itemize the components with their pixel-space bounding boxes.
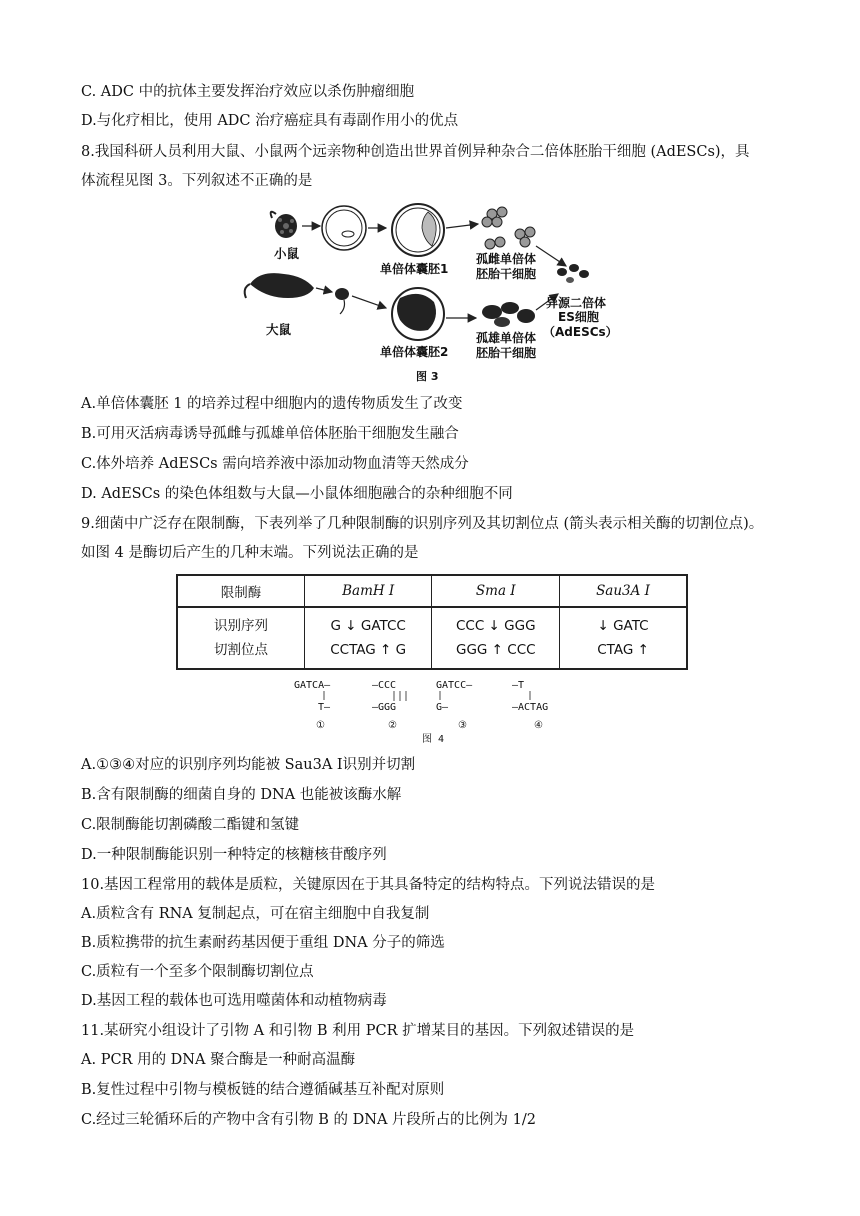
q10-option-d: D.基因工程的载体也可选用噬菌体和动植物病毒 (81, 993, 387, 1009)
q10-option-a: A.质粒含有 RNA 复制起点，可在宿主细胞中自我复制 (81, 906, 430, 922)
q10-stem: 10.基因工程常用的载体是质粒，关键原因在于其具备特定的结构特点。下列说法错误的是 (81, 877, 656, 893)
male-esc-label-2: 胚胎干细胞 (476, 346, 537, 360)
table-cell-bamh1 (304, 607, 432, 669)
row-label-cut-site: 切割位点 (213, 642, 268, 658)
end2-label: ② (388, 720, 397, 731)
female-esc-icon (482, 207, 535, 249)
bamh1-seq-bottom: CCTAG ↑ G (330, 642, 407, 658)
end4-label: ④ (534, 720, 543, 731)
rat-label: 大鼠 (266, 322, 292, 337)
q11-option-b: B.复性过程中引物与模板链的结合遵循碱基互补配对原则 (81, 1082, 445, 1098)
table-header-sau3a1: Sau3A Ⅰ (560, 575, 687, 607)
q9-stem-line1: 9.细菌中广泛存在限制酶，下表列举了几种限制酶的识别序列及其切割位点 (箭头表示相关酶的切割位点)。 (81, 516, 764, 532)
male-esc-label-1: 孤雄单倍体 (476, 331, 537, 345)
q9-option-a: A.①③④对应的识别序列均能被 Sau3A Ⅰ识别并切割 (81, 757, 416, 773)
sperm-icon (335, 288, 349, 314)
figure-4-caption: 图 4 (422, 734, 445, 745)
male-esc-icon (482, 302, 535, 327)
end3-label: ③ (458, 720, 467, 731)
end2-bottom: —GGG (372, 702, 397, 713)
q9-option-b: B.含有限制酶的细菌自身的 DNA 也能被该酶水解 (81, 787, 402, 803)
female-esc-label-2: 胚胎干细胞 (476, 267, 537, 281)
table-row-labels (177, 607, 304, 669)
table-header-sma1: Sma Ⅰ (432, 575, 560, 607)
end1-top: GATCA— (294, 680, 331, 691)
table-cell-sau3a1 (560, 607, 687, 669)
q8-option-d: D. AdESCs 的染色体组数与大鼠—小鼠体细胞融合的杂种细胞不同 (81, 486, 513, 502)
blastocyst-1-label: 单倍体囊胚1 (380, 262, 449, 276)
figure-3-diagram (240, 200, 620, 390)
sma1-seq-bottom: GGG ↑ CCC (455, 642, 536, 658)
adesc-label-1: 异源二倍体 (546, 296, 607, 310)
restriction-enzyme-table (176, 574, 688, 670)
bamh1-seq-top: G ↓ GATCC (330, 618, 406, 634)
adesc-label-2: ES细胞 (558, 310, 599, 324)
adesc-icon (557, 264, 589, 283)
q9-option-c: C.限制酶能切割磷酸二酯键和氢键 (81, 817, 300, 833)
blastocyst-2-label: 单倍体囊胚2 (380, 345, 449, 359)
q9-option-d: D.一种限制酶能识别一种特定的核糖核苷酸序列 (81, 847, 387, 863)
q8-stem-line1: 8.我国科研人员利用大鼠、小鼠两个远亲物种创造出世界首例异种杂合二倍体胚胎干细胞 (AdESCs)，具 (81, 144, 750, 160)
q9-stem-line2: 如图 4 是酶切后产生的几种末端。下列说法正确的是 (81, 545, 419, 561)
blastocyst-1-icon (392, 204, 444, 256)
q7-option-c: C. ADC 中的抗体主要发挥治疗效应以杀伤肿瘤细胞 (81, 84, 415, 100)
q8-option-c: C.体外培养 AdESCs 需向培养液中添加动物血清等天然成分 (81, 456, 469, 472)
table-cell-sma1 (432, 607, 560, 669)
oocyte-icon (322, 206, 366, 250)
mouse-label: 小鼠 (274, 246, 300, 261)
end2-top: —CCC (372, 680, 397, 691)
end1-bottom: T— (318, 702, 331, 713)
mouse-icon (271, 212, 297, 238)
q11-stem: 11.某研究小组设计了引物 A 和引物 B 利用 PCR 扩增某目的基因。下列叙述错误的是 (81, 1023, 635, 1039)
row-label-recognition: 识别序列 (213, 618, 268, 634)
q8-option-b: B.可用灭活病毒诱导孤雌与孤雄单倍体胚胎干细胞发生融合 (81, 426, 459, 442)
q11-option-c: C.经过三轮循环后的产物中含有引物 B 的 DNA 片段所占的比例为 1/2 (81, 1112, 537, 1128)
female-esc-label-1: 孤雌单倍体 (476, 252, 537, 266)
end4-bottom: —ACTAG (512, 702, 549, 713)
end3-bottom: G— (436, 702, 449, 713)
table-header-bamh1: BamH Ⅰ (304, 575, 432, 607)
figure-3-caption: 图 3 (416, 370, 439, 383)
sma1-seq-top: CCC ↓ GGG (455, 618, 536, 634)
q8-stem-line2: 体流程见图 3。下列叙述不正确的是 (81, 173, 313, 189)
sau3a1-seq-bottom: CTAG ↑ (597, 642, 649, 658)
q10-option-b: B.质粒携带的抗生素耐药基因便于重组 DNA 分子的筛选 (81, 935, 445, 951)
rat-icon (245, 273, 314, 298)
end4-top: —T (512, 680, 525, 691)
end3-top: GATCC— (436, 680, 473, 691)
blastocyst-2-icon (392, 288, 444, 340)
q10-option-c: C.质粒有一个至多个限制酶切割位点 (81, 964, 314, 980)
adesc-label-3: （AdESCs） (543, 325, 618, 339)
table-header-enzyme: 限制酶 (177, 575, 304, 607)
figure-4-sticky-ends (290, 676, 580, 746)
q7-option-d: D.与化疗相比，使用 ADC 治疗癌症具有毒副作用小的优点 (81, 113, 459, 129)
q11-option-a: A. PCR 用的 DNA 聚合酶是一种耐高温酶 (81, 1052, 356, 1068)
end1-label: ① (316, 720, 325, 731)
q8-option-a: A.单倍体囊胚 1 的培养过程中细胞内的遗传物质发生了改变 (81, 396, 463, 412)
sau3a1-seq-top: ↓ GATC (597, 618, 649, 634)
